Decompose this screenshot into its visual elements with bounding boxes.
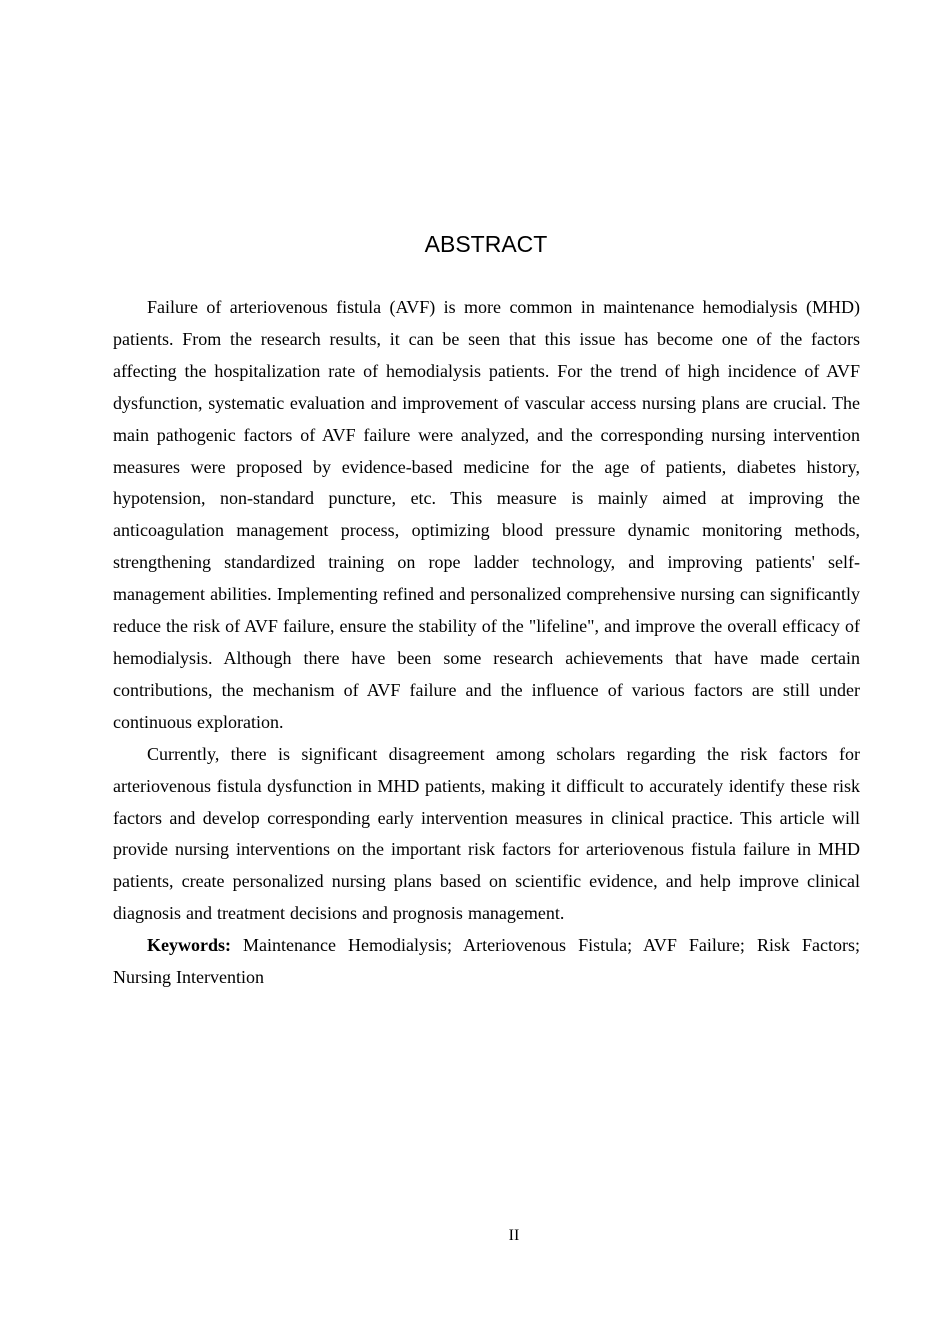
keywords-text: Maintenance Hemodialysis; Arteriovenous Fistula; AVF Failure; Risk Factors; Nursing Intervention xyxy=(113,935,860,988)
abstract-body xyxy=(113,292,860,994)
page-number: II xyxy=(508,1227,520,1244)
abstract-paragraph-1: Failure of arteriovenous fistula (AVF) is more common in maintenance hemodialysis (MHD) patients. From the research results, it can be seen that this issue has become one of the factors affecting the hospitalization rate of hemodialysis patients. For the trend of high incidence of AVF dysfunction, systematic evaluation and improvement of vascular access nursing plans are crucial. The main pathogenic factors of AVF failure were analyzed, and the corresponding nursing intervention measures were proposed by evidence-based medicine for the age of patients, diabetes history, hypotension, non-standard puncture, etc. This measure is mainly aimed at improving the anticoagulation management process, optimizing blood pressure dynamic monitoring methods, strengthening standardized training on rope ladder technology, and improving patients' self-management abilities. Implementing refined and personalized comprehensive nursing can significantly reduce the risk of AVF failure, ensure the stability of the "lifeline", and improve the overall efficacy of hemodialysis. Although there have been some research achievements that have made certain contributions, the mechanism of AVF failure and the influence of various factors are still under continuous exploration. xyxy=(113,297,860,732)
abstract-title: ABSTRACT xyxy=(424,231,548,257)
keywords-label: Keywords: xyxy=(147,935,231,956)
keywords-line xyxy=(113,930,860,994)
abstract-paragraph-2: Currently, there is significant disagreement among scholars regarding the risk factors for arteriovenous fistula dysfunction in MHD patients, making it difficult to accurately identify these risk factors and develop corresponding early intervention measures in clinical practice. This article will provide nursing interventions on the important risk factors for arteriovenous fistula failure in MHD patients, create personalized nursing plans based on scientific evidence, and help improve clinical diagnosis and treatment decisions and prognosis management. xyxy=(113,743,860,924)
